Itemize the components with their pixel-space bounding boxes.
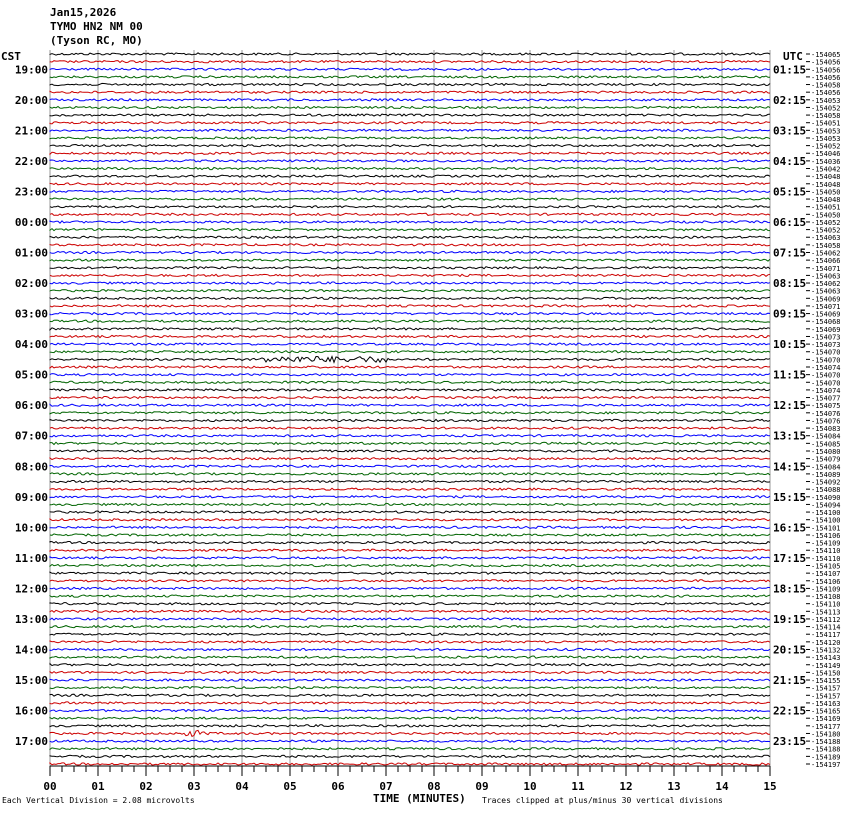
x-tick-label: 05 [283,780,297,793]
trace-offset-label: -154163 [811,699,841,708]
trace-offset-label: -154074 [811,364,841,372]
trace-offset-label: -154092 [811,478,841,487]
trace-offset-label: -154150 [811,669,841,678]
x-tick-label: 08 [427,780,441,793]
x-tick-label: 00 [43,780,57,793]
seismic-trace [50,473,770,475]
right-hour-label: 01:15 [773,63,807,77]
seismic-trace [50,183,770,185]
seismic-trace [50,320,770,322]
seismic-trace [50,412,770,414]
trace-offset-label: -154062 [811,280,841,288]
x-tick-label: 01 [91,780,105,793]
seismic-trace [50,198,770,200]
seismic-trace [50,603,770,605]
x-tick-label: 10 [523,780,537,793]
trace-offset-label: -154070 [811,348,841,357]
seismic-trace [50,557,770,559]
trace-offset-label: -154042 [811,165,841,174]
x-tick-label: 07 [379,780,393,793]
seismic-trace [50,442,770,444]
seismic-trace [50,152,770,154]
left-hour-label: 06:00 [14,399,48,413]
trace-offset-label: -154077 [811,394,841,403]
trace-offset-label: -154065 [811,51,841,59]
trace-offset-label: -154051 [811,203,841,212]
trace-offset-label: -154073 [811,341,841,350]
trace-offset-label: -154036 [811,157,841,166]
trace-offset-label: -154094 [811,501,841,510]
seismic-trace [50,122,770,124]
trace-offset-label: -154058 [811,112,841,121]
seismic-trace [50,755,770,757]
trace-offset-label: -154076 [811,417,841,426]
seismic-trace [50,618,770,620]
seismic-trace [50,282,770,284]
seismic-trace [50,671,770,673]
trace-offset-label: -154079 [811,455,841,464]
right-hour-label: 05:15 [773,185,807,199]
seismic-trace [50,167,770,169]
seismic-trace [50,351,770,353]
trace-offset-label: -154188 [811,738,841,747]
left-hour-label: 12:00 [14,582,48,596]
trace-offset-label: -154085 [811,440,841,449]
seismic-trace [50,236,770,238]
x-tick-label: 14 [715,780,729,793]
seismic-trace [50,549,770,551]
seismic-trace [50,656,770,658]
seismic-trace [50,730,770,736]
seismic-trace [50,129,770,131]
seismic-trace [50,328,770,330]
seismic-trace [50,702,770,704]
trace-offset-label: -154062 [811,249,841,258]
seismic-trace [50,91,770,93]
seismic-trace [50,290,770,292]
trace-offset-label: -154071 [811,302,841,311]
trace-offset-label: -154113 [811,608,841,617]
trace-offset-label: -154100 [811,509,841,518]
scale-note: Each Vertical Division = 2.08 microvolts [2,796,195,805]
left-hour-label: 21:00 [14,124,48,138]
left-hour-label: 13:00 [14,612,48,626]
seismic-trace [50,725,770,727]
trace-offset-label: -154056 [811,66,841,75]
right-hour-label: 02:15 [773,93,807,107]
right-hour-label: 20:15 [773,643,807,657]
seismic-trace [50,480,770,482]
seismic-trace [50,61,770,63]
trace-offset-label: -154117 [811,631,841,640]
trace-offset-label: -154048 [811,180,841,189]
seismic-trace [50,519,770,521]
seismic-trace [50,267,770,269]
trace-offset-label: -154101 [811,524,841,533]
seismic-trace [50,381,770,383]
trace-offset-label: -154070 [811,371,841,380]
seismic-trace [50,648,770,650]
trace-offset-label: -154110 [811,547,841,556]
trace-offset-label: -154110 [811,554,841,563]
seismic-trace [50,450,770,452]
trace-offset-label: -154051 [811,119,841,128]
right-hour-label: 08:15 [773,277,807,290]
seismic-trace [50,717,770,719]
trace-offset-label: -154157 [811,684,841,693]
x-tick-label: 09 [475,780,489,793]
seismic-trace [50,595,770,597]
left-hour-label: 10:00 [14,521,48,535]
left-hour-label: 14:00 [14,643,48,657]
trace-offset-label: -154058 [811,81,841,90]
right-hour-label: 12:15 [773,399,807,413]
seismic-trace [50,542,770,544]
trace-offset-label: -154050 [811,211,841,220]
trace-offset-label: -154157 [811,692,841,701]
seismic-trace [50,587,770,589]
left-hour-label: 08:00 [14,460,48,474]
seismic-trace [50,458,770,460]
seismic-trace [50,679,770,681]
x-tick-label: 02 [139,780,153,793]
right-hour-label: 07:15 [773,246,807,260]
trace-offset-label: -154071 [811,264,841,273]
seismic-trace [50,145,770,147]
trace-offset-label: -154110 [811,600,841,609]
right-hour-label: 21:15 [773,674,807,687]
seismic-trace [50,687,770,689]
trace-offset-label: -154165 [811,707,841,716]
trace-offset-label: -154074 [811,386,841,395]
seismic-trace [50,190,770,192]
trace-offset-label: -154063 [811,234,841,243]
seismic-trace [50,664,770,666]
trace-offset-label: -154056 [811,89,841,98]
trace-offset-label: -154114 [811,623,841,632]
seismic-trace [50,76,770,78]
seismic-trace [50,503,770,505]
right-hour-label: 13:15 [773,429,807,443]
seismic-trace [50,435,770,437]
left-hour-label: 04:00 [14,338,48,352]
seismic-trace [50,511,770,513]
trace-offset-label: -154088 [811,486,841,495]
seismic-trace [50,404,770,406]
trace-offset-label: -154120 [811,638,841,647]
trace-offset-label: -154052 [811,226,841,235]
x-tick-label: 04 [235,780,249,793]
trace-offset-label: -154109 [811,539,841,548]
clip-note: Traces clipped at plus/minus 30 vertical divisions [482,796,723,805]
seismic-trace [50,357,770,363]
right-timezone-label: UTC [783,50,803,63]
left-hour-label: 03:00 [14,307,48,321]
left-hour-label: 20:00 [14,93,48,107]
left-hour-label: 07:00 [14,429,48,443]
trace-offset-label: -154053 [811,96,841,105]
seismic-trace [50,53,770,55]
trace-offset-label: -154052 [811,142,841,151]
left-hour-label: 15:00 [14,674,48,687]
trace-offset-label: -154052 [811,219,841,227]
right-hour-label: 04:15 [773,154,807,168]
trace-offset-label: -154080 [811,448,841,456]
right-hour-label: 15:15 [773,490,807,504]
right-hour-label: 18:15 [773,582,807,596]
x-tick-label: 13 [667,780,681,793]
seismic-trace [50,763,770,765]
seismic-trace [50,229,770,231]
trace-offset-label: -154108 [811,593,841,601]
seismic-trace [50,389,770,391]
seismic-trace [50,419,770,421]
seismic-trace [50,305,770,307]
left-hour-label: 19:00 [14,63,48,77]
seismic-trace [50,694,770,696]
seismic-trace [50,137,770,139]
seismic-trace [50,641,770,643]
trace-offset-label: -154188 [811,745,841,754]
left-hour-label: 22:00 [14,154,48,168]
trace-offset-label: -154084 [811,432,841,441]
seismic-trace [50,206,770,208]
left-hour-label: 05:00 [14,368,48,382]
seismic-trace [50,465,770,467]
seismic-trace [50,496,770,498]
trace-offset-label: -154132 [811,646,841,655]
trace-offset-label: -154106 [811,532,841,540]
left-timezone-label: CST [1,50,21,63]
right-hour-label: 10:15 [773,338,807,352]
right-hour-label: 16:15 [773,521,807,535]
seismic-trace [50,297,770,299]
x-tick-label: 11 [571,780,585,793]
left-hour-label: 02:00 [14,277,48,290]
left-hour-label: 17:00 [14,735,48,749]
trace-offset-label: -154063 [811,272,841,281]
left-hour-label: 23:00 [14,185,48,199]
trace-offset-label: -154070 [811,356,841,365]
seismic-trace [50,488,770,490]
trace-offset-label: -154070 [811,379,841,388]
trace-offset-label: -154084 [811,463,841,472]
seismic-trace [50,396,770,398]
right-hour-label: 19:15 [773,612,807,626]
trace-offset-label: -154105 [811,562,841,571]
left-hour-label: 16:00 [14,704,48,718]
seismic-trace [50,68,770,70]
trace-offset-label: -154056 [811,58,841,67]
trace-offset-label: -154066 [811,257,841,266]
header-date: Jan15,2026 [50,6,117,19]
seismic-trace [50,366,770,368]
trace-offset-label: -154143 [811,654,841,663]
trace-offset-label: -154053 [811,127,841,136]
seismic-trace [50,610,770,612]
right-hour-label: 03:15 [773,124,807,138]
trace-offset-label: -154149 [811,661,841,670]
seismic-trace [50,710,770,712]
seismic-trace [50,244,770,246]
trace-offset-label: -154107 [811,570,841,579]
seismic-trace [50,106,770,108]
trace-offset-label: -154052 [811,104,841,113]
right-hour-label: 11:15 [773,368,807,382]
trace-offset-label: -154197 [811,761,841,769]
trace-offset-label: -154090 [811,493,841,502]
trace-offset-label: -154169 [811,715,841,724]
seismic-trace [50,343,770,345]
seismic-trace [50,259,770,261]
seismic-trace [50,83,770,85]
trace-offset-label: -154112 [811,615,841,624]
trace-offset-label: -154189 [811,753,841,762]
seismic-trace [50,526,770,528]
trace-offset-label: -154063 [811,287,841,296]
trace-offset-label: -154076 [811,409,841,418]
trace-offset-label: -154046 [811,150,841,159]
trace-offset-label: -154155 [811,677,841,685]
right-hour-label: 22:15 [773,704,807,718]
seismic-trace [50,580,770,582]
trace-offset-label: -154180 [811,730,841,739]
seismic-trace [50,213,770,215]
trace-offset-label: -154069 [811,310,841,319]
trace-offset-label: -154089 [811,470,841,479]
seismic-trace [50,748,770,750]
trace-offset-label: -154073 [811,333,841,342]
trace-offset-label: -154058 [811,241,841,250]
trace-offset-label: -154056 [811,73,841,82]
seismic-trace [50,160,770,162]
left-hour-label: 00:00 [14,216,48,229]
trace-offset-label: -154083 [811,425,841,434]
x-tick-label: 15 [763,780,777,793]
seismic-trace [50,633,770,635]
right-hour-label: 17:15 [773,551,807,565]
left-hour-label: 01:00 [14,246,48,260]
trace-offset-label: -154048 [811,173,841,182]
left-hour-label: 09:00 [14,490,48,504]
right-hour-label: 09:15 [773,307,807,321]
seismic-trace [50,251,770,253]
left-hour-label: 11:00 [14,551,48,565]
seismic-trace [50,626,770,628]
header-location: (Tyson RC, MO) [50,34,143,47]
seismic-trace [50,564,770,566]
right-hour-label: 23:15 [773,735,807,749]
seismic-trace [50,534,770,536]
seismic-trace [50,221,770,223]
x-tick-label: 03 [187,780,201,793]
trace-offset-label: -154069 [811,295,841,304]
trace-offset-label: -154050 [811,188,841,197]
trace-offset-label: -154109 [811,585,841,594]
trace-offset-label: -154177 [811,722,841,731]
x-tick-label: 12 [619,780,633,793]
right-hour-label: 14:15 [773,460,807,474]
seismic-trace [50,114,770,116]
right-hour-label: 06:15 [773,216,807,229]
x-axis-title: TIME (MINUTES) [373,792,466,805]
seismic-trace [50,572,770,574]
seismic-trace [50,274,770,276]
seismic-trace [50,99,770,101]
x-tick-label: 06 [331,780,345,793]
trace-offset-label: -154069 [811,325,841,334]
seismic-trace [50,374,770,376]
seismic-trace [50,313,770,315]
trace-offset-label: -154100 [811,516,841,525]
trace-offset-label: -154068 [811,318,841,327]
seismic-trace [50,335,770,337]
seismic-trace [50,175,770,177]
trace-offset-label: -154106 [811,577,841,586]
trace-offset-label: -154075 [811,402,841,411]
header-station: TYMO HN2 NM 00 [50,20,143,33]
seismic-trace [50,427,770,429]
trace-offset-label: -154048 [811,196,841,205]
trace-offset-label: -154053 [811,135,841,143]
seismic-trace [50,740,770,742]
